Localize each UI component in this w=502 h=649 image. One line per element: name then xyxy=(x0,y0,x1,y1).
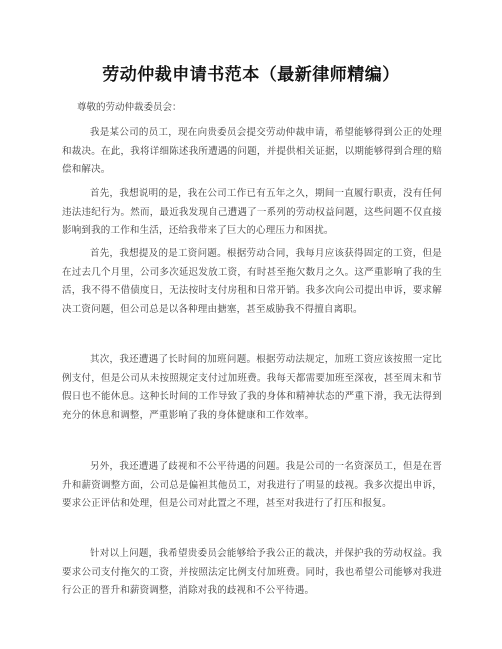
document-title: 劳动仲裁申请书范本（最新律师精编） xyxy=(102,65,400,85)
paragraph-requests: 针对以上问题，我希望贵委员会能够给予我公正的裁决，并保护我的劳动权益。我要求公司支付拖欠的工资，并按照法定比例支付加班费。同时，我也希望公司能够对我进行公正的晋升和薪资调整，消除对我的歧视和不公平待遇。 xyxy=(62,548,442,596)
paragraph-overtime: 其次，我还遭遇了长时间的加班问题。根据劳动法规定，加班工资应该按照一定比例支付，但是公司从未按照规定支付过加班费。我每天都需要加班至深夜，甚至周末和节假日也不能休息。这种长时间的工作导致了我的身体和精神状态的严重下滑，我无法得到充分的休息和调整，严重影响了我的身体健康和工作效率。 xyxy=(62,354,442,421)
salutation: 尊敬的劳动仲裁委员会： xyxy=(77,102,182,113)
paragraph-background: 首先，我想说明的是，我在公司工作已有五年之久，期间一直履行职责，没有任何违法违纪行为。然而，最近我发现自己遭遇了一系列的劳动权益问题，这些问题不仅直接影响到我的工作和生活，还给我带来了巨大的心理压力和困扰。 xyxy=(62,188,442,236)
paragraph-discrimination: 另外，我还遭遇了歧视和不公平待遇的问题。我是公司的一名资深员工，但是在晋升和薪资调整方面，公司总是偏袒其他员工，对我进行了明显的歧视。我多次提出申诉，要求公正评估和处理，但是公司对此置之不理，甚至对我进行了打压和报复。 xyxy=(62,461,442,509)
paragraph-intro: 我是某公司的员工，现在向贵委员会提交劳动仲裁申请，希望能够得到公正的处理和裁决。在此，我将详细陈述我所遭遇的问题，并提供相关证据，以期能够得到合理的赔偿和解决。 xyxy=(62,127,442,175)
paragraph-wages: 首先，我想提及的是工资问题。根据劳动合同，我每月应该获得固定的工资，但是在过去几个月里，公司多次延迟发放工资，有时甚至拖欠数月之久。这严重影响了我的生活，我不得不借债度日，无法按时支付房租和日常开销。我多次向公司提出申诉，要求解决工资问题，但公司总是以各种理由搪塞，甚至威胁我不得擅自离职。 xyxy=(62,248,442,315)
